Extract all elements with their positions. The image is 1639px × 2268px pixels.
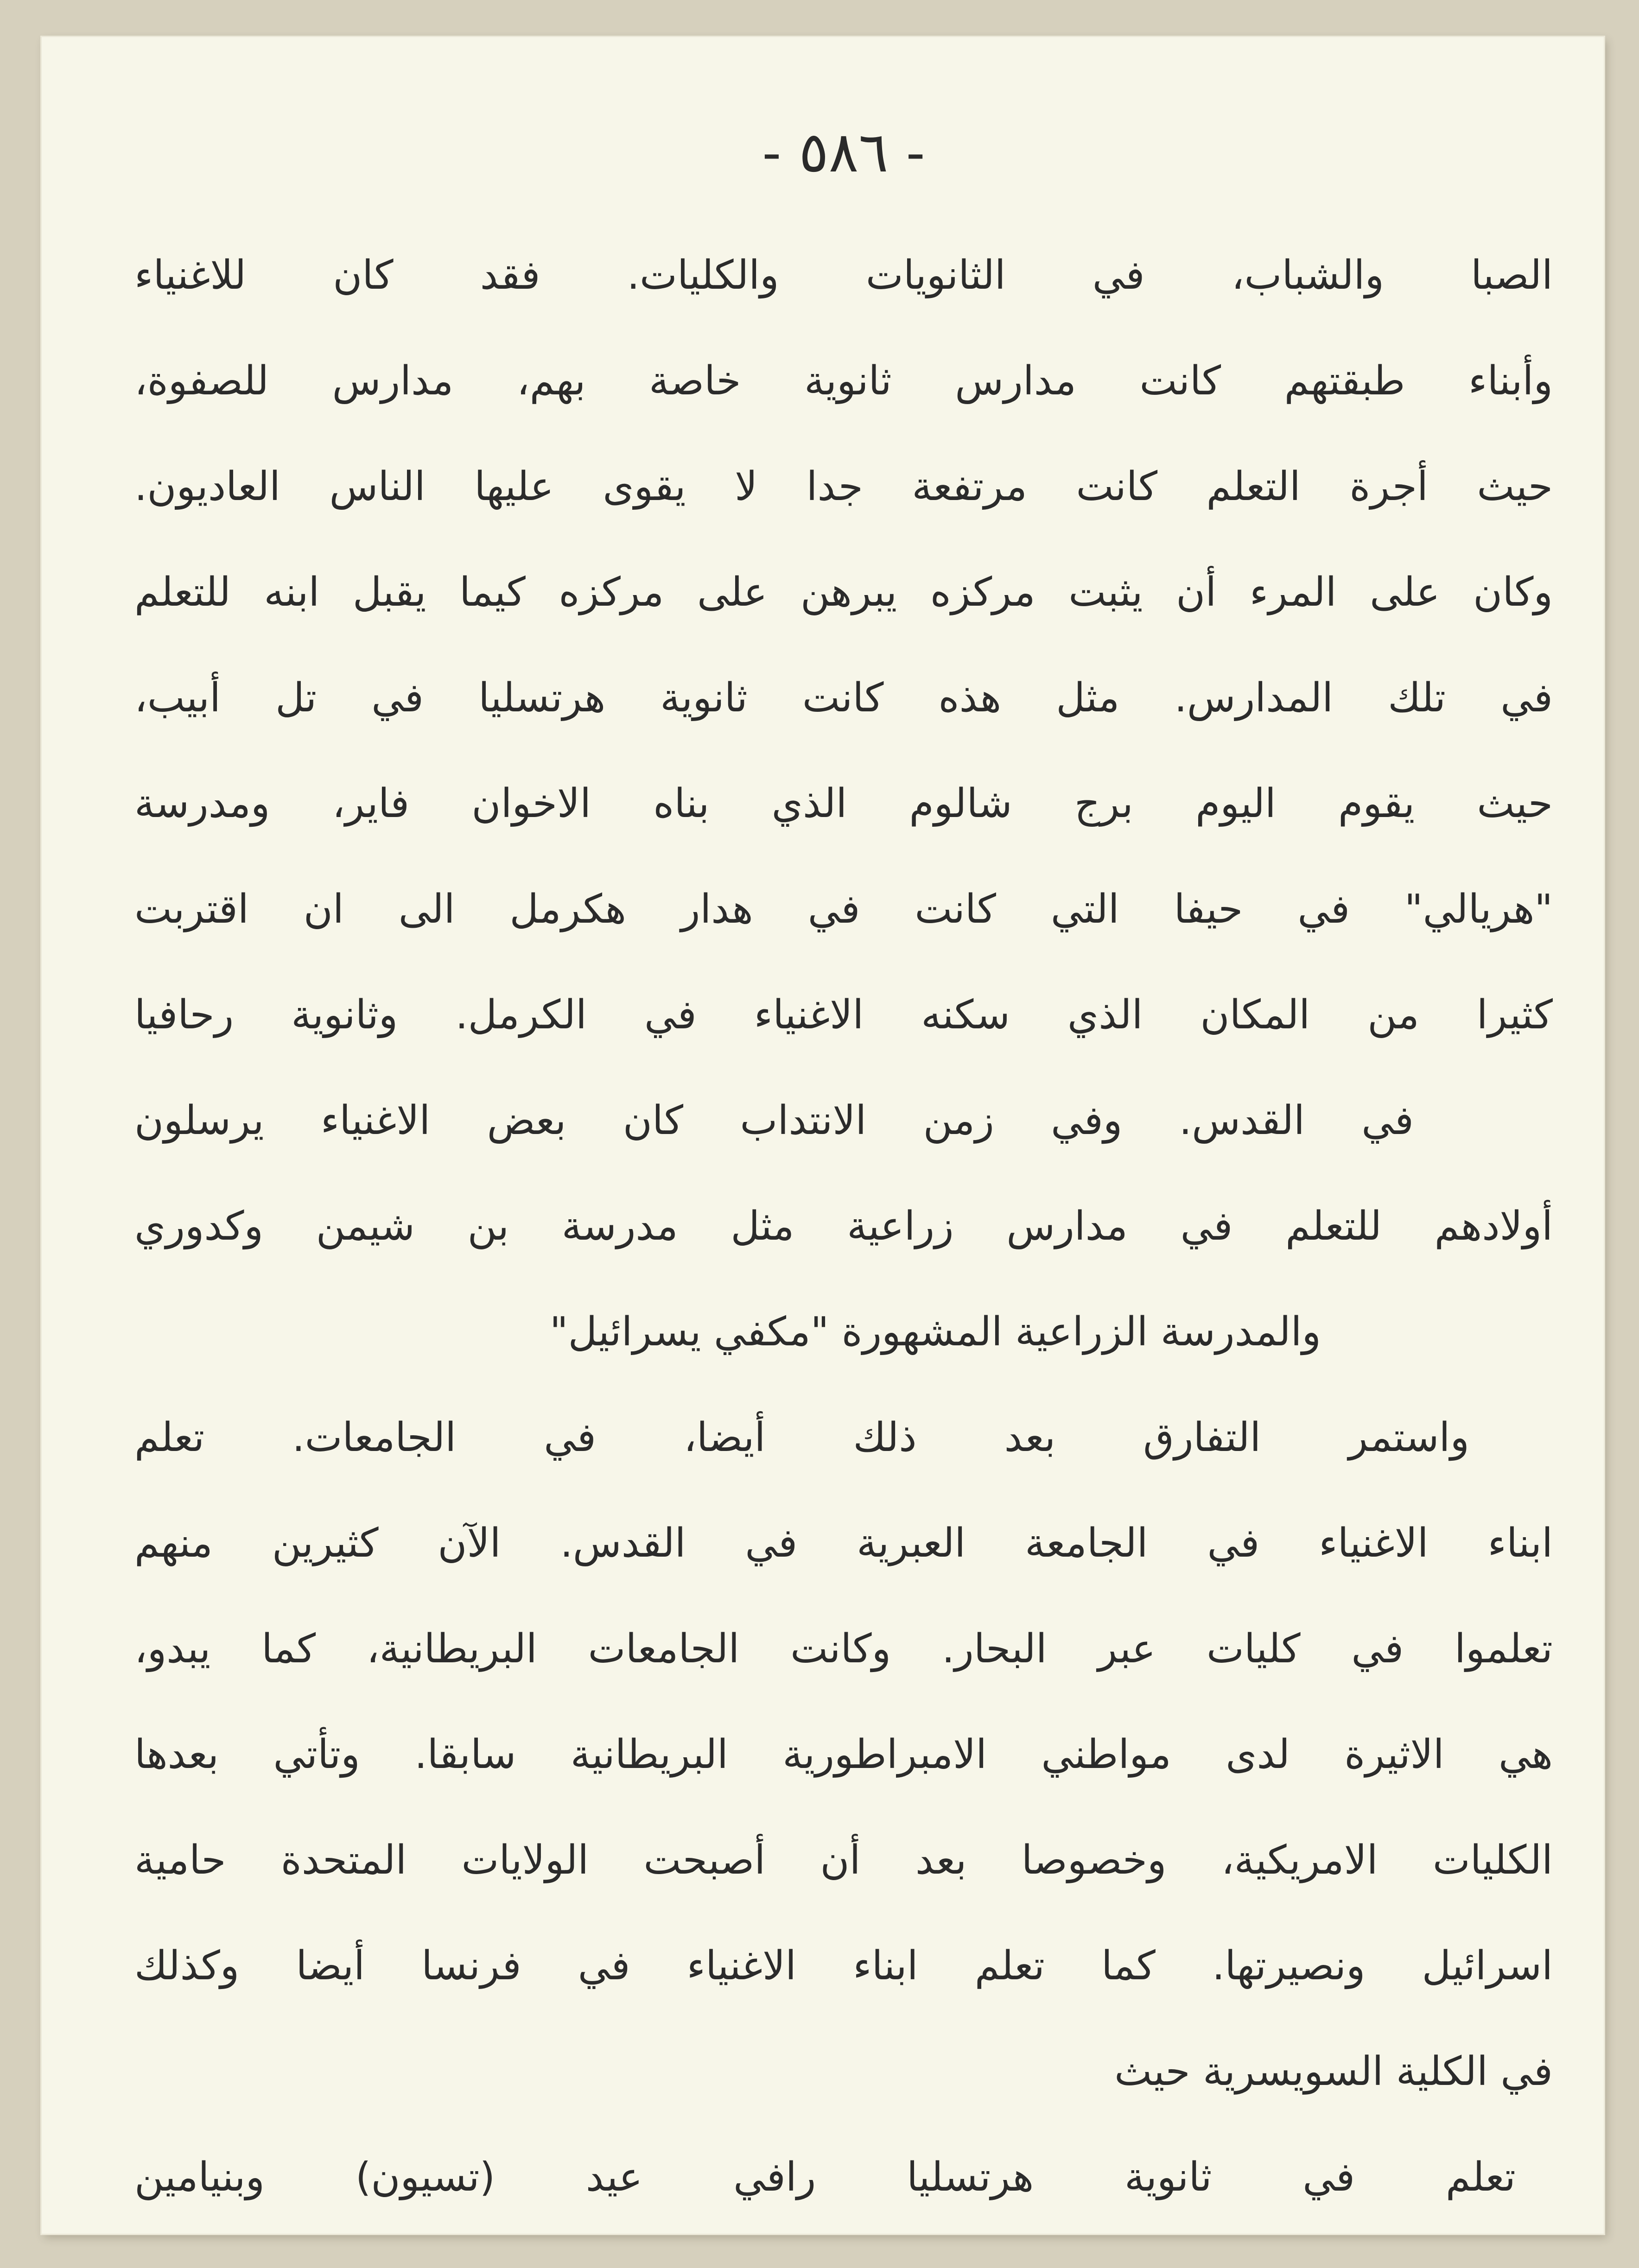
handwritten-body (134, 222, 1553, 2230)
text-line-10: أولادهم للتعلم في مدارس زراعية مثل مدرسة بن شيمن وكدوري (134, 1203, 1553, 1249)
text-line-12: واستمر التفارق بعد ذلك أيضا، في الجامعات. تعلم (134, 1414, 1469, 1461)
text-line-4: وكان على المرء أن يثبت مركزه يبرهن على مركزه كيما يقبل ابنه للتعلم (134, 569, 1553, 615)
text-line-9: في القدس. وفي زمن الانتداب كان بعض الاغنياء يرسلون (134, 1097, 1414, 1144)
text-line-19: تعلم في ثانوية هرتسليا رافي عيد (تسيون) وبنيامين (134, 2154, 1516, 2200)
manuscript-page (42, 37, 1604, 2234)
text-line-15: هي الاثيرة لدى مواطني الامبراطورية البريطانية سابقا. وتأتي بعدها (134, 1731, 1553, 1778)
text-line-2: وأبناء طبقتهم كانت مدارس ثانوية خاصة بهم، مدارس للصفوة، (134, 358, 1553, 404)
text-line-16: الكليات الامريكية، وخصوصا بعد أن أصبحت الولايات المتحدة حامية (134, 1837, 1553, 1883)
text-line-1: الصبا والشباب، في الثانويات والكليات. فقد كان للاغنياء (134, 252, 1553, 298)
text-line-3: حيث أجرة التعلم كانت مرتفعة جدا لا يقوى عليها الناس العاديون. (134, 463, 1553, 510)
text-line-5: في تلك المدارس. مثل هذه كانت ثانوية هرتسليا في تل أبيب، (134, 675, 1553, 721)
text-line-6: حيث يقوم اليوم برج شالوم الذي بناه الاخوان فاير، ومدرسة (134, 780, 1553, 827)
text-line-17: اسرائيل ونصيرتها. كما تعلم ابناء الاغنياء في فرنسا أيضا وكذلك (134, 1943, 1553, 1989)
page-number: - ٥٨٦ - (762, 120, 925, 185)
text-line-11: والمدرسة الزراعية المشهورة "مكفي يسرائيل" (550, 1309, 1321, 1355)
text-line-8: كثيرا من المكان الذي سكنه الاغنياء في الكرمل. وثانوية رحافيا (134, 992, 1553, 1038)
text-line-18: في الكلية السويسرية حيث (1114, 2048, 1553, 2095)
text-line-7: "هريالي" في حيفا التي كانت في هدار هكرمل الى ان اقتربت (134, 886, 1553, 932)
text-line-14: تعلموا في كليات عبر البحار. وكانت الجامعات البريطانية، كما يبدو، (134, 1626, 1553, 1672)
text-line-13: ابناء الاغنياء في الجامعة العبرية في القدس. الآن كثيرين منهم (134, 1520, 1553, 1566)
